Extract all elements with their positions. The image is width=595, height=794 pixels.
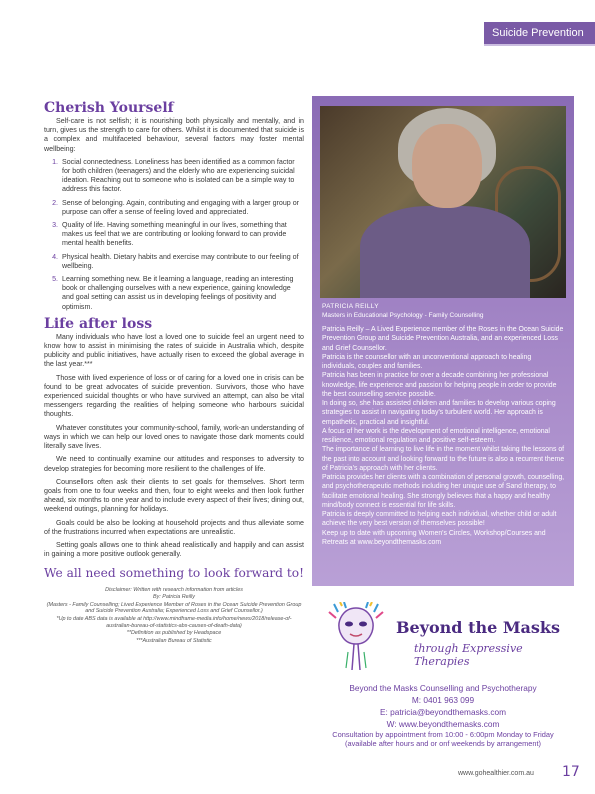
paragraph: Counsellors often ask their clients to set goals for themselves. Short term goals from one to four weeks and then, four to eight weeks and then look further ahead, six months to one year and to include every aspect of their lives; dining out, weekend outings, planning for holidays. <box>44 477 304 514</box>
definition-line: **Definition as published by Headspace <box>126 630 222 637</box>
article-column <box>44 100 304 645</box>
list-item: 5. Learning something new. Be it learning a language, reading an interesting book or challenging ourselves with a new experience, gaining knowledge and goal setting can assist us in developing feelings of positivity and optimism. <box>60 275 304 312</box>
profile-role: Masters in Educational Psychology - Family Counselling <box>322 312 484 319</box>
paragraph: Whatever constitutes your community-school, family, work-an understanding of ways in which we can help our loved ones to navigate those dark moments could literally save lives. <box>44 423 304 451</box>
company-name: Beyond the Masks Counselling and Psychotherapy <box>349 683 537 693</box>
cherish-intro: Self-care is not selfish; it is nourishing both physically and mentally, and in turn, gives us the strength to care for others. Whilst it is documented that suicide is a complex and multifaceted behaviour, several factors may foster mental wellbeing: <box>44 117 304 153</box>
brand-logo <box>328 602 560 674</box>
bio-line: Patricia has been in practice for over a decade combining her professional knowledge, life experience and passion for helping people in order to provide the best counselling service possible. <box>322 372 557 398</box>
bureau-line: ***Australian Bureau of Statistic <box>136 637 212 644</box>
page-number: 17 <box>562 764 580 780</box>
figure-body <box>360 206 530 298</box>
contact-block <box>312 682 574 748</box>
phone-number: M: 0401 963 099 <box>411 695 475 705</box>
brand-name: Beyond the Masks <box>396 618 561 637</box>
source-line: *Up to date ABS data is available at http://www.mindframe-media.info/home/news/2018/release-of-australian-bureau-of-statistics-abs-causes-of-death-data) <box>56 615 292 629</box>
paragraph: Setting goals allows one to think ahead realistically and happily and can assist in gaining a more positive outlook generally. <box>44 540 304 559</box>
paragraph: Goals could be also be looking at household projects and thus alleviate some of the frustrations incurred when expectations are unrealistic. <box>44 518 304 536</box>
bio-line: A focus of her work is the development of emotional intelligence, emotional resilience, emotional regulation and positive self-esteem. <box>322 427 550 444</box>
author-line: By: Patricia Reilly <box>153 594 195 601</box>
footer-url[interactable]: www.gohealthier.com.au <box>458 770 534 777</box>
list-item: 2. Sense of belonging. Again, contributing and engaging with a larger group or purpose can offer a sense of feeling loved and appreciated. <box>60 199 304 217</box>
paragraph: We need to continually examine our attitudes and responses to adversity to develop strategies for becoming more resilient to the challenges of life. <box>44 455 304 473</box>
credentials-line: (Masters - Family Counselling; Lived Experience Member of Roses in the Ocean Suicide Prevention Group and Suicide Prevention Australia; Experienced Loss and Grief Counsellor.) <box>46 601 302 615</box>
bio-line: Patricia Reilly – A Lived Experience member of the Roses in the Ocean Suicide Prevention Group and Suicide Prevention Australia, and an experienced Loss and Grief Counsellor. <box>322 326 564 352</box>
after-loss-heading: Life after loss <box>44 315 153 332</box>
bio-line: Patricia is deeply committed to helping each individual, whether child or adult achieve the very best version of themselves possible! <box>322 511 557 528</box>
hours-line: Consultation by appointment from 10:00 - 6:00pm Monday to Friday <box>332 730 554 739</box>
cherish-heading: Cherish Yourself <box>44 100 174 116</box>
figure-face <box>412 124 482 208</box>
email-address[interactable]: E: patricia@beyondthemasks.com <box>379 707 507 717</box>
wellbeing-list <box>44 158 304 312</box>
disclaimer <box>44 587 304 645</box>
website-link[interactable]: W: www.beyondthemasks.com <box>386 719 500 729</box>
list-item: 4. Physical health. Dietary habits and exercise may contribute to our feeling of wellbeing. <box>60 253 304 271</box>
tagline: We all need something to look forward to! <box>44 566 304 581</box>
bio-line: In doing so, she has assisted children and families to develop various coping strategies to assist in navigating today's turbulent world. Her approach is empathetic, practical and insightful. <box>322 400 556 426</box>
profile-bio <box>322 325 566 547</box>
profile-photo <box>320 106 566 298</box>
bio-line: Keep up to date with upcoming Women's Circles, Workshop/Courses and Retreats at www.beyondthemasks.com <box>322 529 546 546</box>
bio-line: Patricia provides her clients with a combination of personal growth, counselling, and psychotherapeutic methods including her unique use of Sand therapy, to facilitate emotional healing. She strongly believes that a happy and healthy mind/body connect is essential for life skills. <box>322 474 565 509</box>
mask-logo-icon <box>328 602 384 672</box>
profile-name: PATRICIA REILLY <box>322 303 379 310</box>
profile-sidebar <box>312 96 574 788</box>
disclaimer-line: Disclaimer: Written with research information from articles <box>105 586 243 593</box>
paragraph: Many individuals who have lost a loved one to suicide feel an urgent need to know how to assist in minimising the rates of suicide in Australia which, despite publicity and public initiatives, have actually risen to exceed the global average in the last year.*** <box>44 332 304 369</box>
list-item: 3. Quality of life. Having something meaningful in our lives, something that makes us feel that we are contributing or looking forward to can provide mental health benefits. <box>60 221 304 249</box>
hours-note: (available after hours and or onf weekends by arrangement) <box>345 739 541 748</box>
profile-panel <box>312 96 574 586</box>
section-rule <box>484 44 595 46</box>
bio-line: Patricia is the counsellor with an unconventional approach to healing individuals, couples and families. <box>322 353 532 370</box>
brand-subtitle: through Expressive Therapies <box>414 642 523 668</box>
list-item: 1. Social connectedness. Loneliness has been identified as a common factor for both children (teenagers) and the elderly who are experiencing suicidal ideation. Reaching out to someone who is isolated can be a simple way to address this factor. <box>60 158 304 195</box>
bio-line: The importance of learning to live life in the moment whilst taking the lessons of the past into account and looking forward to the future is also a recurrent theme of Patricia's approach with her clients. <box>322 446 565 472</box>
paragraph: Those with lived experience of loss or of caring for a loved one in crisis can be found to be great advocates of suicide prevention. Survivors, those who have experienced suicidal thoughts or who have survived an attempt, can also be vital messengers regarding the realities of helping someone who harbours suicidal thoughts. <box>44 373 304 419</box>
section-tab: Suicide Prevention <box>484 22 595 44</box>
